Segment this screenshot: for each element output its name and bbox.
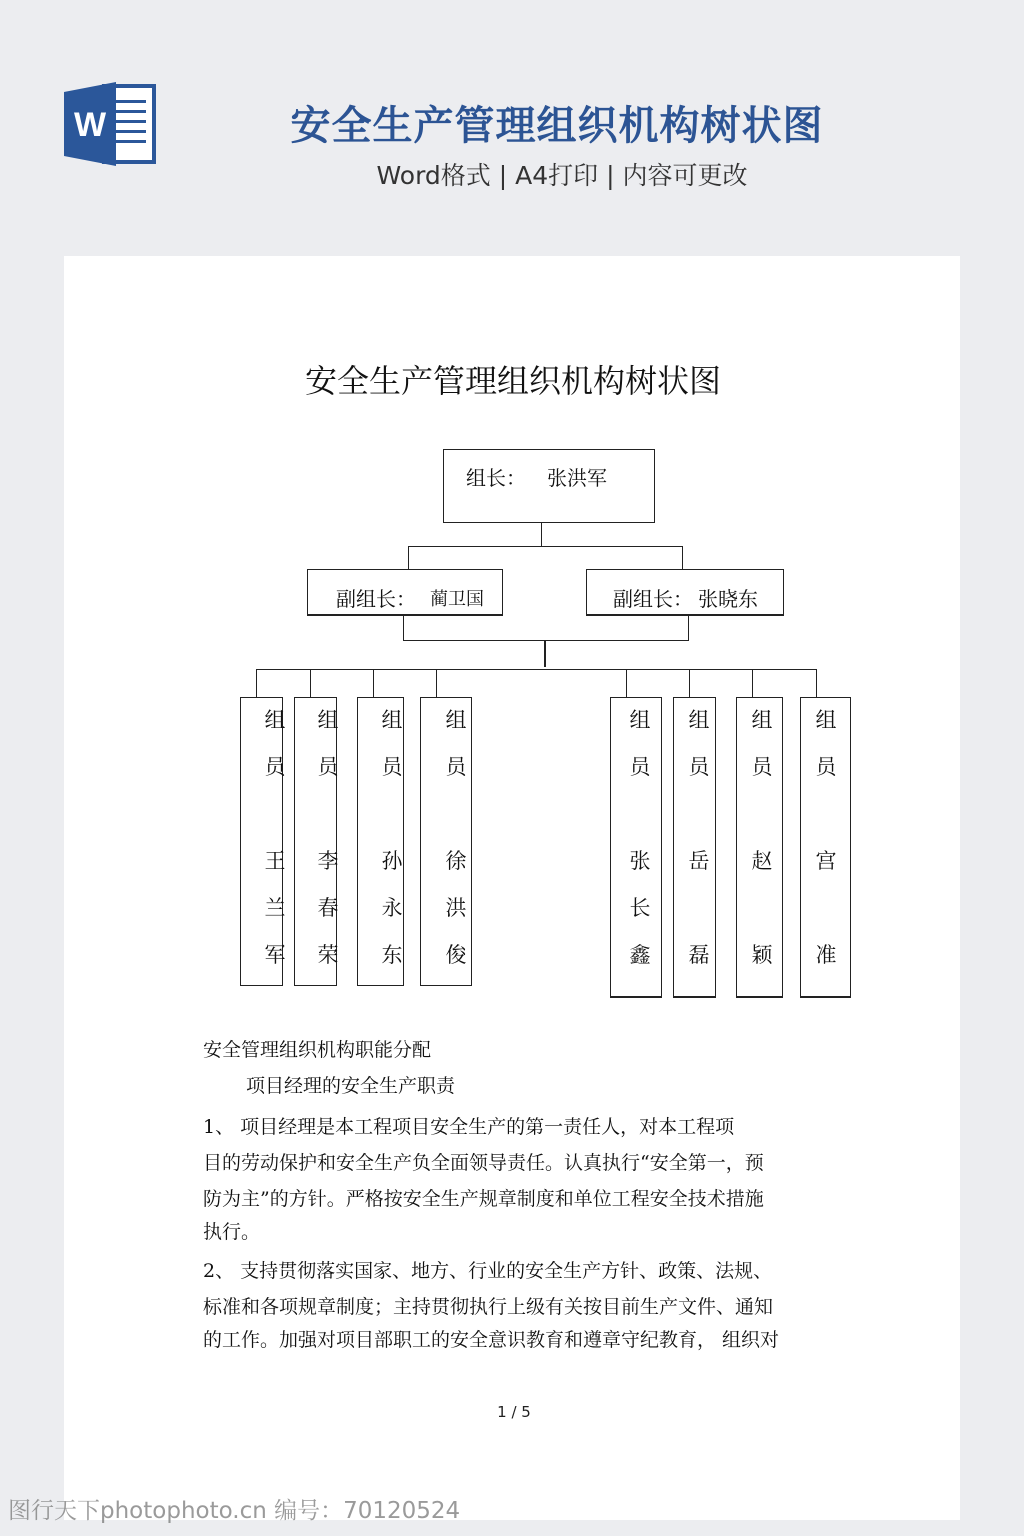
watermark: 图行天下photophoto.cn 编号：70120524: [8, 1498, 461, 1524]
connector: [408, 546, 409, 570]
deputy-2-label: 副组长：: [613, 587, 693, 611]
header-subtitle: Word格式 | A4打印 | 内容可更改: [376, 161, 748, 190]
paragraph-line: 防为主”的方针。严格按安全生产规章制度和单位工程安全技术措施: [203, 1188, 764, 1210]
connector: [256, 669, 817, 670]
deputy-1-label: 副组长：: [336, 587, 416, 611]
member-2: 组 员 李 春 荣: [317, 708, 339, 967]
member-3: 组 员 孙 永 东: [381, 708, 403, 967]
document-title: 安全生产管理组织机构树状图: [304, 362, 721, 400]
connector: [626, 669, 627, 697]
connector: [408, 546, 683, 547]
connector: [682, 546, 683, 570]
member-4: 组 员 徐 洪 俊: [445, 708, 467, 967]
connector: [403, 640, 689, 641]
connector: [689, 669, 690, 697]
connector: [403, 616, 404, 641]
paragraph-line: 执行。: [203, 1221, 261, 1243]
subsection-title: 项目经理的安全生产职责: [246, 1075, 456, 1097]
paragraph-line: 标准和各项规章制度；主持贯彻执行上级有关按目前生产文件、通知: [203, 1296, 774, 1318]
member-8: 组 员 宫 准: [815, 708, 837, 967]
connector: [541, 523, 542, 547]
member-1: 组 员 王 兰 军: [264, 708, 286, 967]
connector: [752, 669, 753, 697]
connector: [436, 669, 437, 697]
member-7: 组 员 赵 颖: [751, 708, 773, 967]
svg-text:W: W: [73, 106, 107, 144]
deputy-2-name: 张晓东: [698, 587, 758, 611]
connector: [310, 669, 311, 697]
leader-name: 张洪军: [547, 466, 607, 490]
page-number: 1 / 5: [497, 1403, 531, 1421]
paragraph-line: 1、 项目经理是本工程项目安全生产的第一责任人，对本工程项: [203, 1116, 735, 1138]
connector: [373, 669, 374, 697]
paragraph-line: 目的劳动保护和安全生产负全面领导责任。认真执行“安全第一，预: [203, 1152, 764, 1174]
member-5: 组 员 张 长 鑫: [629, 708, 651, 967]
paragraph-line: 2、 支持贯彻落实国家、地方、行业的安全生产方针、政策、法规、: [203, 1260, 773, 1282]
member-6: 组 员 岳 磊: [688, 708, 710, 967]
connector: [256, 669, 257, 697]
leader-label: 组长：: [466, 466, 526, 490]
header-title: 安全生产管理组织机构树状图: [290, 103, 824, 149]
deputy-1-name: 蔺卫国: [430, 589, 484, 610]
connector: [816, 669, 817, 697]
section-title: 安全管理组织机构职能分配: [203, 1039, 432, 1061]
connector: [544, 641, 546, 667]
paragraph-line: 的工作。加强对项目部职工的安全意识教育和遵章守纪教育， 组织对: [203, 1329, 780, 1351]
connector: [688, 616, 689, 641]
